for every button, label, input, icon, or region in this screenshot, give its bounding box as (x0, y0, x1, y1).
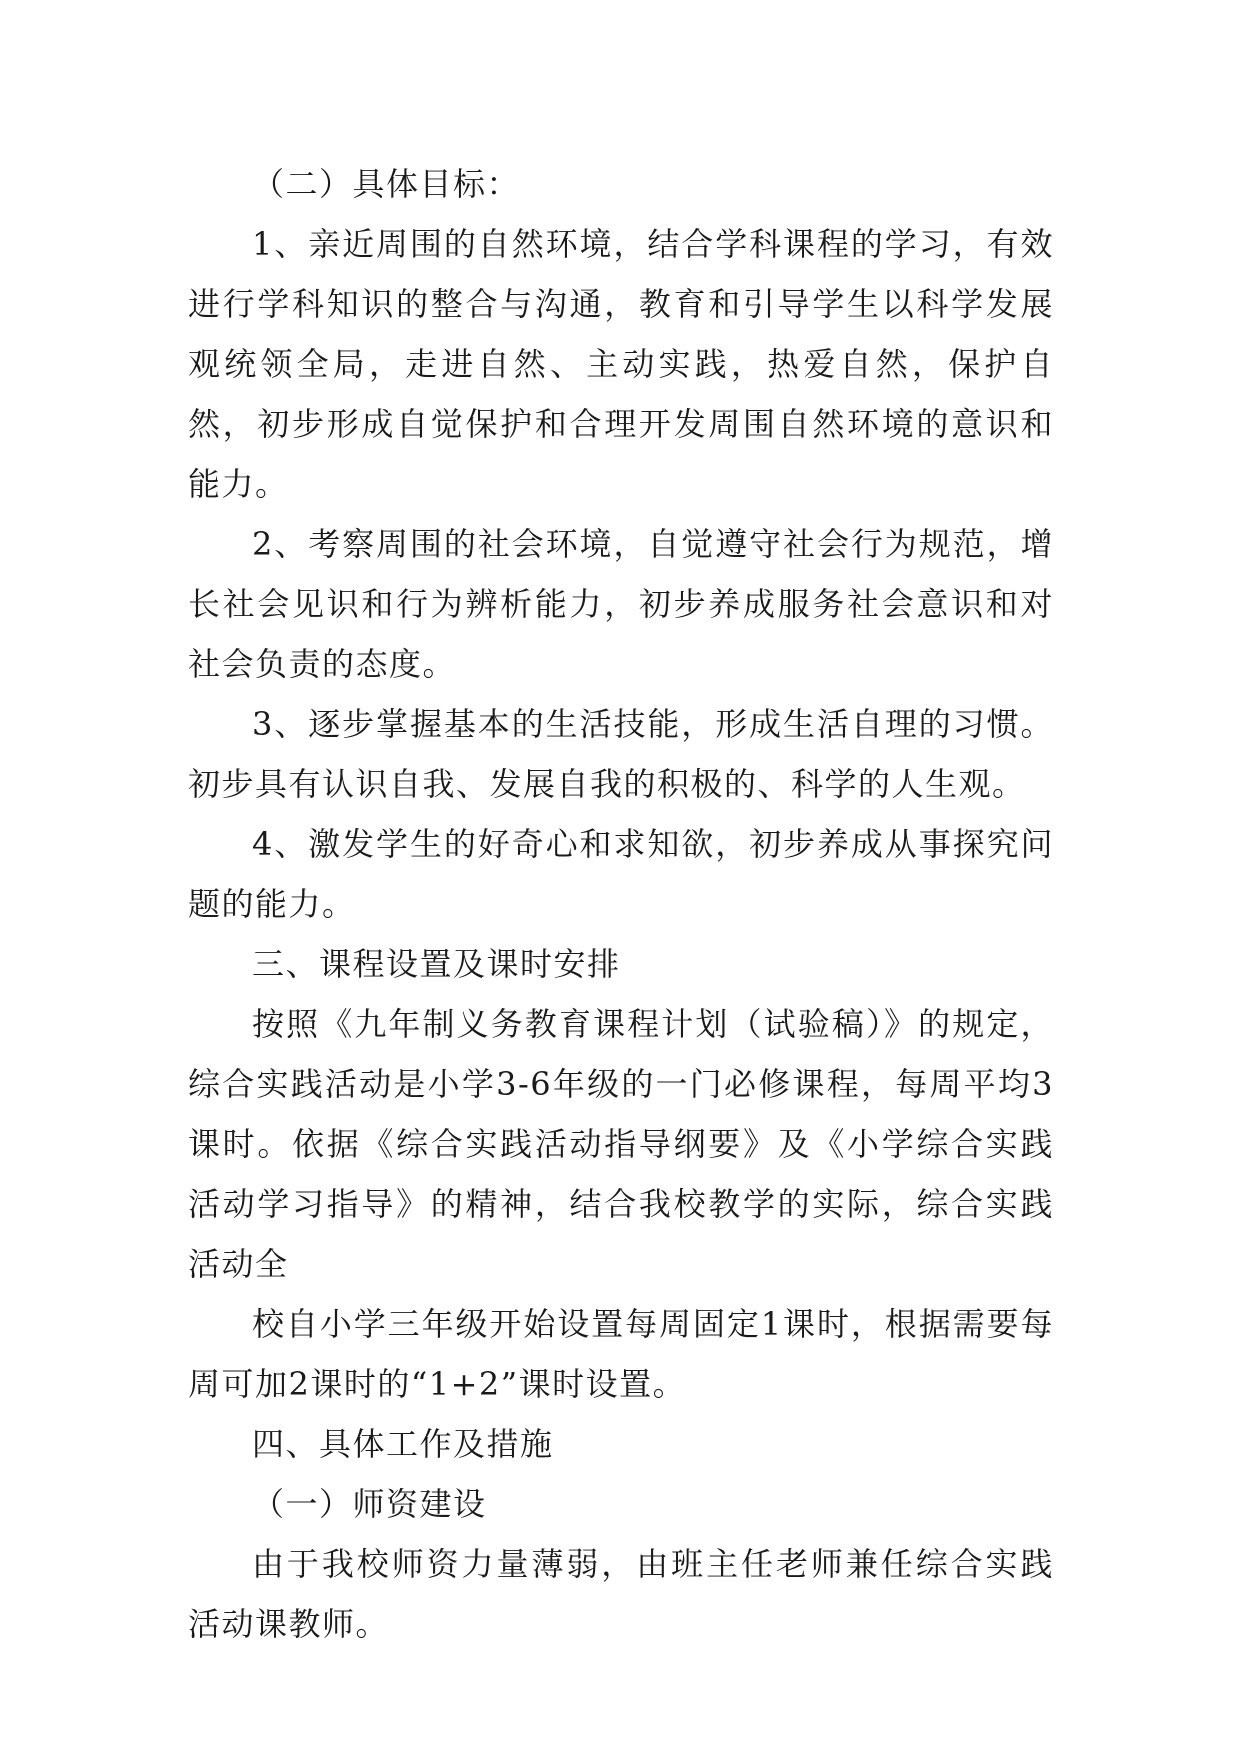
section-heading-work-measures: 四、具体工作及措施 (252, 1425, 554, 1463)
course-hours-paragraph: 校自小学三年级开始设置每周固定1课时，根据需要每周可加2课时的“1+2”课时设置。 (188, 1305, 1054, 1403)
goal-paragraph-1: 1、亲近周围的自然环境，结合学科课程的学习，有效进行学科知识的整合与沟通，教育和引导学生以科学发展观统领全局，走进自然、主动实践，热爱自然，保护自然，初步形成自觉保护和合理开发周围自然环境的意识和能力。 (188, 225, 1054, 503)
course-setup-paragraph: 按照《九年制义务教育课程计划（试验稿）》的规定，综合实践活动是小学3-6年级的一门必修课程，每周平均3课时。依据《综合实践活动指导纲要》及《小学综合实践活动学习指导》的精神，结合我校教学的实际，综合实践活动全 (188, 1005, 1054, 1283)
goal-paragraph-4: 4、激发学生的好奇心和求知欲，初步养成从事探究问题的能力。 (188, 825, 1054, 923)
document-body (188, 154, 1054, 1654)
section-heading-course-setup: 三、课程设置及课时安排 (252, 945, 621, 983)
subsection-heading-teachers: （一）师资建设 (252, 1485, 487, 1523)
goal-paragraph-2: 2、考察周围的社会环境，自觉遵守社会行为规范，增长社会见识和行为辨析能力，初步养成服务社会意识和对社会负责的态度。 (188, 525, 1054, 683)
section-heading-specific-goals: （二）具体目标： (252, 165, 521, 203)
teachers-paragraph: 由于我校师资力量薄弱，由班主任老师兼任综合实践活动课教师。 (188, 1545, 1054, 1643)
goal-paragraph-3: 3、逐步掌握基本的生活技能，形成生活自理的习惯。初步具有认识自我、发展自我的积极的、科学的人生观。 (188, 705, 1054, 803)
